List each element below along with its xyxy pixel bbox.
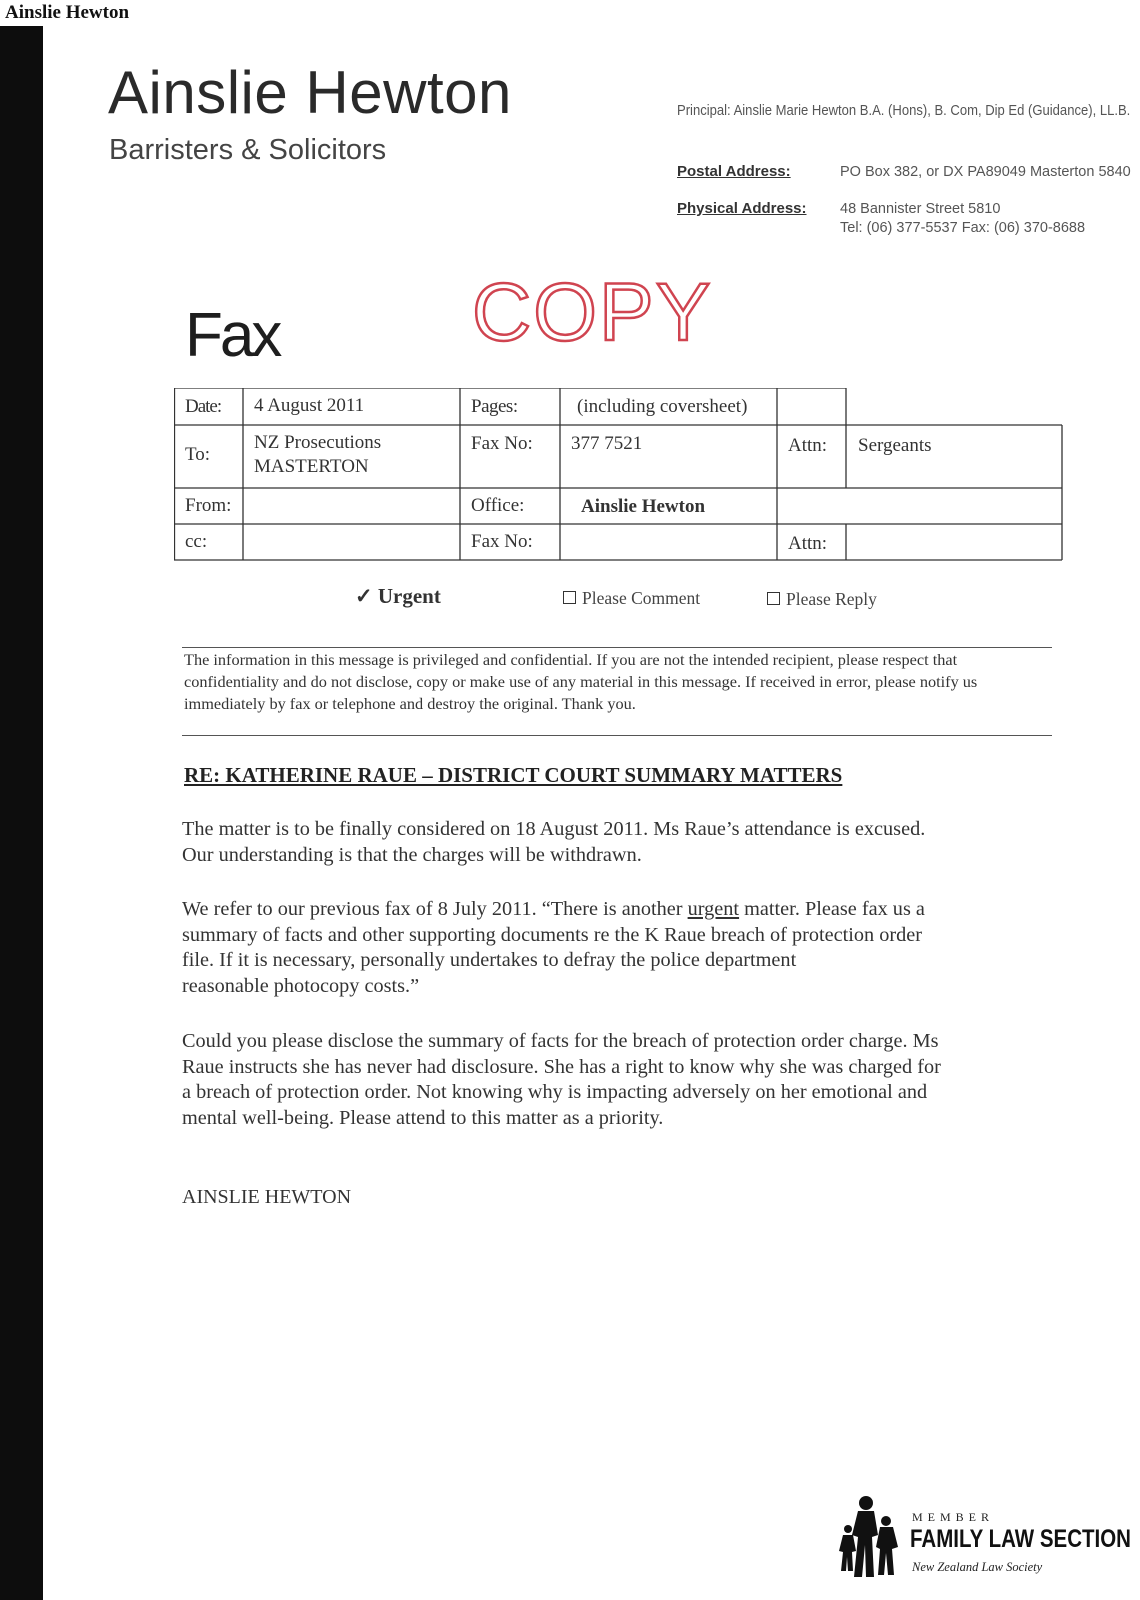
please-comment-label: Please Comment [582,588,701,608]
principal-credentials: Principal: Ainslie Marie Hewton B.A. (Hons), B. Com, Dip Ed (Guidance), LL.B. [677,103,1131,119]
page-header-label: Ainslie Hewton [5,2,130,23]
office-label: Office: [471,495,525,516]
cc-label: cc: [185,531,208,552]
paragraph-2-rest: matter. Please fax us a summary of facts and other supporting documents re the K Raue breach of protection order file. If it is necessary, personally undertakes to defray the police department reasonable photocopy costs.” [182,898,925,997]
fax-no-label: Fax No: [471,433,533,454]
to-value-line1: NZ Prosecutions [254,432,382,453]
pages-label: Pages: [471,396,518,417]
office-value: Ainslie Hewton [581,496,706,517]
from-label: From: [185,495,232,516]
logo-society-text: New Zealand Law Society [912,1560,1043,1574]
firm-tagline: Barristers & Solicitors [109,134,387,166]
date-label: Date: [185,396,222,417]
checkbox-empty-icon [563,591,576,604]
subject-heading: RE: KATHERINE RAUE – DISTRICT COURT SUMMARY MATTERS [184,763,843,787]
pages-value: (including coversheet) [577,396,748,417]
fax-no-value: 377 7521 [571,433,643,454]
paragraph-2-start: We refer to our previous fax of 8 July 2011. “There is another [182,898,688,920]
postal-address-value: PO Box 382, or DX PA89049 Masterton 5840 [840,164,1131,180]
fax-title: Fax [185,301,280,370]
confidentiality-notice: The information in this message is privileged and confidential. If you are not the intended recipient, please respect that confidentiality and do not disclose, copy or make use of any material in this message. If received in error, please notify us immediately by fax or telephone and destroy the original. Thank you. [184,650,978,713]
physical-address-value: 48 Bannister Street 5810 [840,201,1001,217]
signature-name: AINSLIE HEWTON [182,1186,352,1208]
divider-top [182,647,1052,648]
attn-value: Sergeants [858,435,932,456]
fax-header-table [174,388,1063,561]
please-comment-option [563,588,700,609]
attn-label: Attn: [788,435,828,456]
underlined-urgent: urgent [687,898,740,920]
please-reply-label: Please Reply [786,589,877,609]
scan-edge-bar [0,26,43,1600]
logo-section-text: FAMILY LAW SECTION [910,1525,1131,1553]
checkbox-empty-icon [767,592,780,605]
checkmark-icon: ✓ [355,584,373,608]
postal-address-label: Postal Address: [677,163,791,180]
body-paragraph-1: The matter is to be finally considered on 18 August 2011. Ms Raue’s attendance is excused. Our understanding is that the charges will be withdrawn. [182,818,926,866]
urgent-label: Urgent [377,584,441,608]
fax-no-2-label: Fax No: [471,531,533,552]
attn-2-label: Attn: [788,533,828,554]
please-reply-option [767,589,877,610]
physical-address-label: Physical Address: [677,200,807,217]
family-figures-icon [838,1495,908,1580]
to-value-line2: MASTERTON [254,456,369,477]
copy-stamp: COPY [472,267,713,358]
firm-name: Ainslie Hewton [108,59,512,126]
body-paragraph-3: Could you please disclose the summary of facts for the breach of protection order charge. Ms Raue instructs she has never had disclosure. She has a right to know why she was charged for a breach of protection order. Not knowing why is impacting adversely on her emotional and mental well-being. Please attend to this matter as a priority. [182,1030,941,1129]
to-label: To: [185,444,211,465]
urgent-option [355,584,441,609]
body-paragraph-2 [182,897,1052,999]
divider-bottom [182,735,1052,736]
phone-fax-line: Tel: (06) 377-5537 Fax: (06) 370-8688 [840,220,1086,236]
logo-member-text: MEMBER [912,1510,995,1524]
date-value: 4 August 2011 [254,395,365,416]
